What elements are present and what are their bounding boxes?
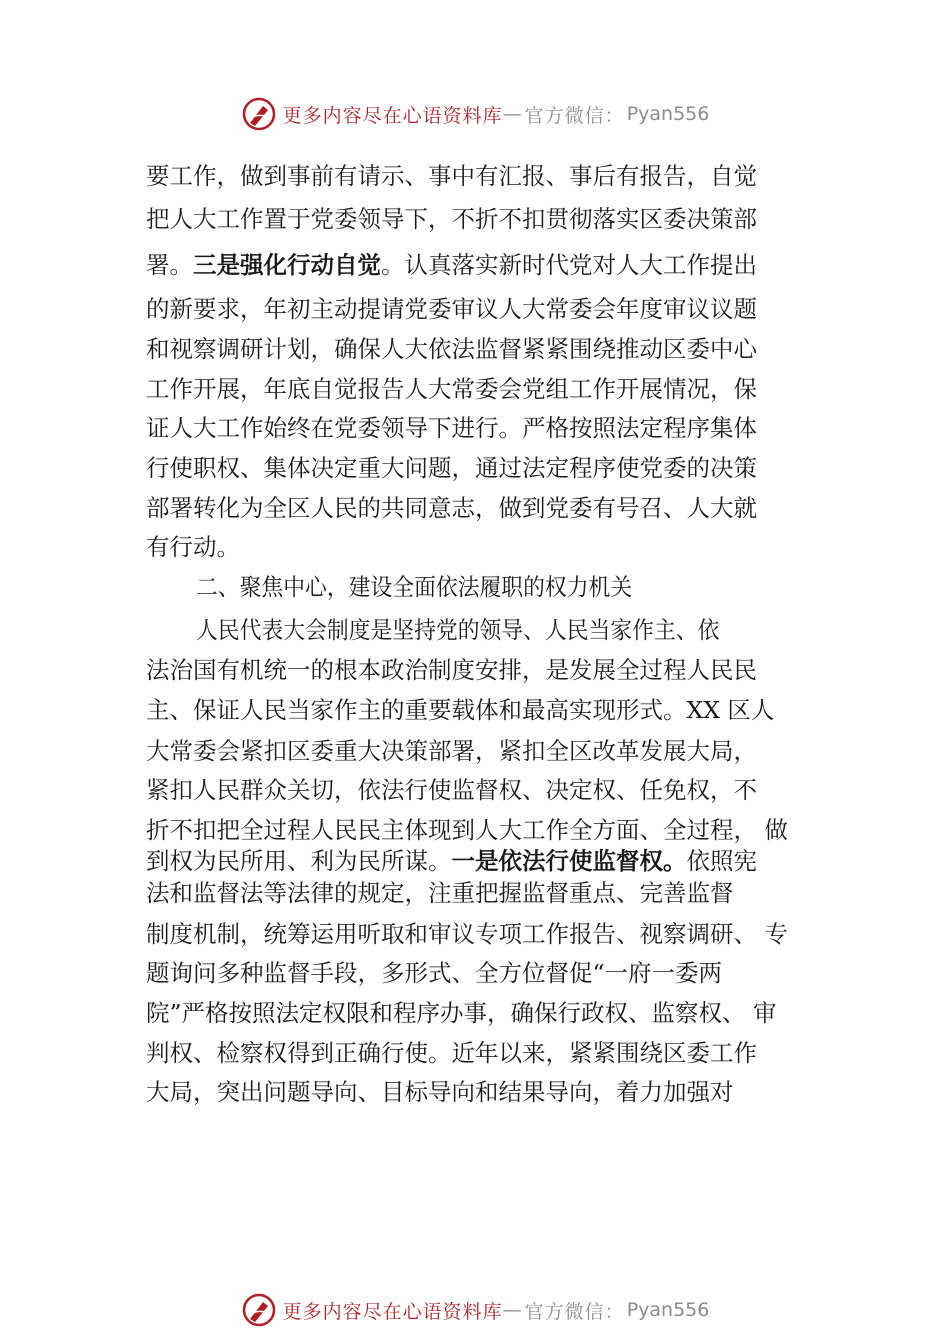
banner-dash: —: [502, 103, 523, 125]
banner-dash: —: [502, 1299, 523, 1321]
brand-text: 更多内容尽在心语资料库: [282, 104, 503, 127]
pen-seal-icon: [241, 1292, 277, 1328]
brand-text: 更多内容尽在心语资料库: [282, 1300, 503, 1323]
text-line: 紧扣人民群众关切，依法行使监督权、决定权、任免权，不: [146, 776, 757, 804]
text-run: 署。: [146, 251, 193, 279]
text-line: 有行动。: [146, 533, 240, 561]
text-line: 院”严格按照法定权限和程序办事，确保行政权、监察权、 审: [146, 999, 777, 1027]
text-line: 证人大工作始终在党委领导下进行。严格按照法定程序集体: [146, 414, 757, 442]
text-line: 和视察调研计划，确保人大依法监督紧紧围绕推动区委中心: [146, 335, 757, 363]
contact-id: Pyan556: [626, 1299, 710, 1321]
text-line: 题询问多种监督手段，多形式、全方位督促“一府一委两: [146, 959, 723, 987]
text-line: 制度机制，统筹运用听取和审议专项工作报告、视察调研、 专: [146, 920, 788, 948]
text-line: [146, 846, 836, 876]
text-line: 判权、检察权得到正确行使。近年以来，紧紧围绕区委工作: [146, 1039, 757, 1067]
contact-label: 官方微信：: [524, 104, 625, 127]
text-line: 大局，突出问题导向、目标导向和结果导向，着力加强对: [146, 1078, 734, 1106]
text-line: 折不扣把全过程人民民主体现到人大工作全方面、全过程， 做: [146, 816, 788, 844]
header-banner: [0, 92, 950, 136]
text-line: 要工作，做到事前有请示、事中有汇报、事后有报告，自觉: [146, 162, 757, 190]
text-line: 法治国有机统一的根本政治制度安排，是发展全过程人民民: [146, 656, 757, 684]
footer-banner: [0, 1288, 950, 1332]
text-line: 行使职权、集体决定重大问题，通过法定程序使党委的决策: [146, 454, 757, 482]
text-line: 大常委会紧扣区委重大决策部署，紧扣全区改革发展大局，: [146, 737, 757, 765]
pen-seal-icon: [241, 96, 277, 132]
text-line: [146, 250, 836, 280]
bold-heading: 一是依法行使监督权。: [451, 847, 687, 875]
text-line: 的新要求，年初主动提请党委审议人大常委会年度审议议题: [146, 295, 757, 323]
text-run: 。认真落实新时代党对人大工作提出: [381, 251, 757, 279]
contact-id: Pyan556: [626, 103, 710, 125]
section-heading: 二、聚焦中心，建设全面依法履职的权力机关: [196, 573, 633, 601]
text-line: 把人大工作置于党委领导下，不折不扣贯彻落实区委决策部: [146, 205, 757, 233]
text-line: 部署转化为全区人民的共同意志，做到党委有号召、人大就: [146, 494, 757, 522]
bold-heading: 三是强化行动自觉: [193, 251, 381, 279]
contact-label: 官方微信：: [524, 1300, 625, 1323]
text-run: 到权为民所用、利为民所谋。: [146, 847, 452, 875]
text-line: 人民代表大会制度是坚持党的领导、人民当家作主、依: [196, 616, 720, 644]
text-line: 法和监督法等法律的规定，注重把握监督重点、完善监督: [146, 879, 734, 907]
text-run: 依照宪: [686, 847, 757, 875]
text-line: 主、保证人民当家作主的重要载体和最高实现形式。XX 区人: [146, 696, 775, 724]
text-line: 工作开展，年底自觉报告人大常委会党组工作开展情况，保: [146, 375, 757, 403]
